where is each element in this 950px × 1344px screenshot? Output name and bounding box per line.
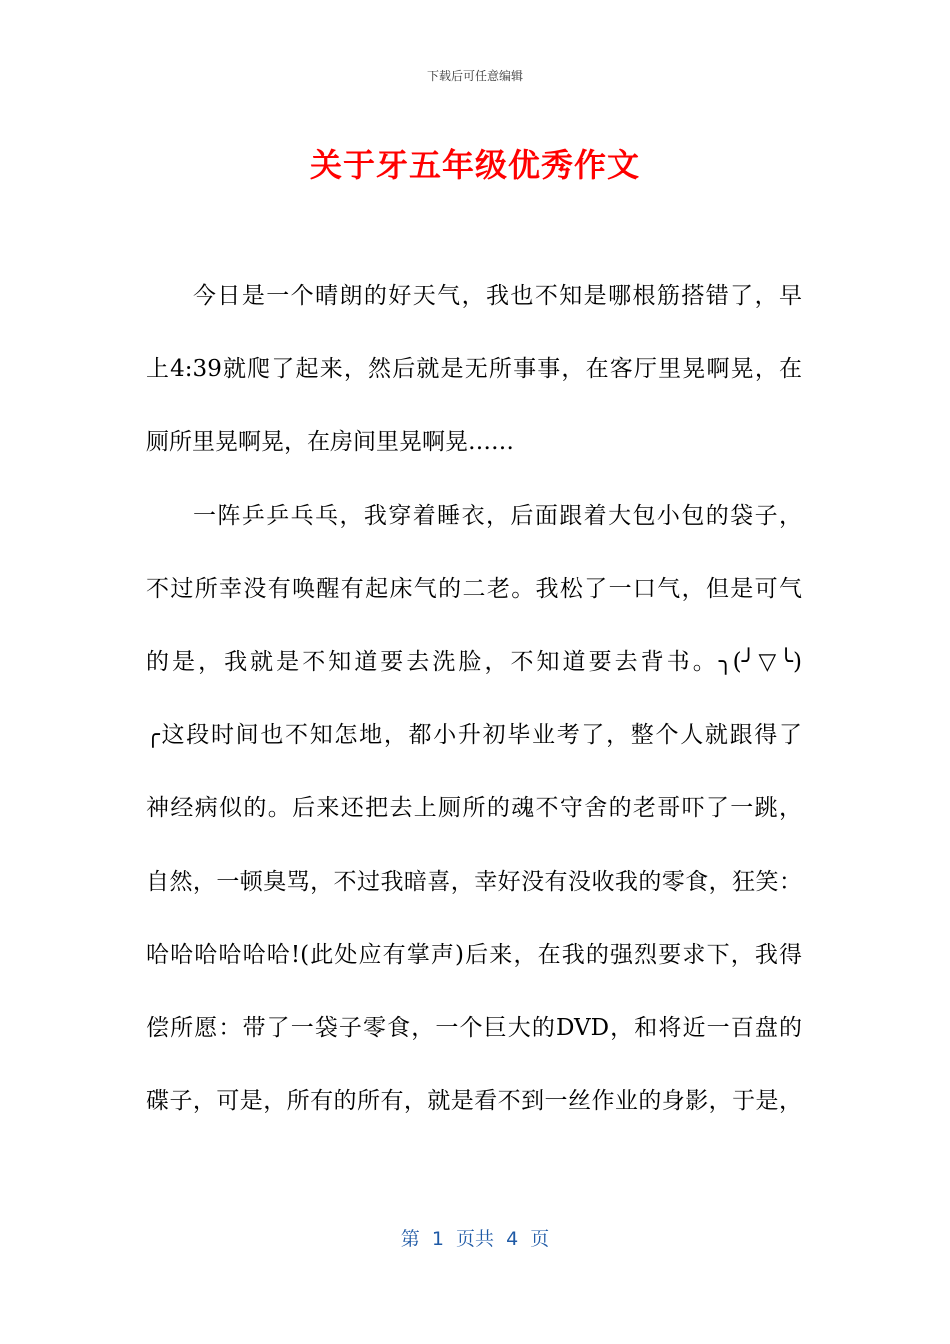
essay-line-2: 上4:39就爬了起来，然后就是无所事事，在客厅里晃啊晃，在 [146, 356, 802, 383]
essay-line-7: ╭这段时间也不知怎地，都小升初毕业考了，整个人就跟得了 [146, 722, 802, 749]
page-number-footer: 第 1 页共 4 页 [400, 1228, 550, 1250]
document-title: 关于牙五年级优秀作文 [309, 146, 640, 184]
essay-line-10: 哈哈哈哈哈哈!(此处应有掌声)后来，在我的强烈要求下，我得 [146, 941, 802, 968]
essay-line-5: 不过所幸没有唤醒有起床气的二老。我松了一口气，但是可气 [146, 575, 802, 602]
essay-line-1: 今日是一个晴朗的好天气，我也不知是哪根筋搭错了，早 [193, 283, 802, 309]
essay-line-8: 神经病似的。后来还把去上厕所的魂不守舍的老哥吓了一跳， [146, 795, 802, 822]
essay-line-6: 的是，我就是不知道要去洗脸，不知道要去背书。╮(╯▽╰) [146, 648, 802, 675]
essay-line-4: 一阵乒乒乓乓，我穿着睡衣，后面跟着大包小包的袋子， [193, 502, 802, 529]
essay-line-11: 偿所愿：带了一袋子零食，一个巨大的DVD，和将近一百盘的 [146, 1014, 802, 1041]
essay-body [146, 276, 802, 1154]
essay-line-9: 自然，一顿臭骂，不过我暗喜，幸好没有没收我的零食，狂笑： [146, 868, 802, 895]
essay-line-3: 厕所里晃啊晃，在房间里晃啊晃…… [146, 429, 514, 456]
header-note: 下载后可任意编辑 [426, 69, 523, 83]
essay-line-12: 碟子，可是，所有的所有，就是看不到一丝作业的身影，于是， [146, 1088, 802, 1115]
